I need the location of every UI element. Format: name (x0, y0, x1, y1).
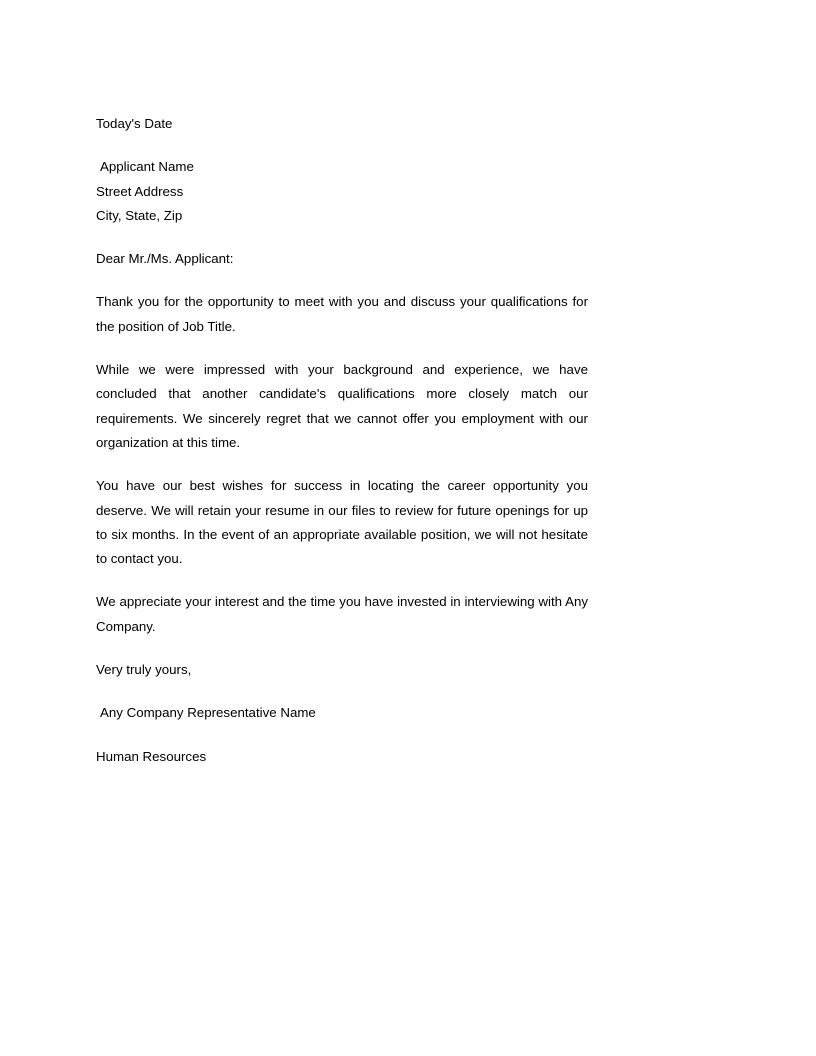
department: Human Resources (96, 748, 207, 764)
recipient-street: Street Address (96, 183, 184, 199)
recipient-address (96, 155, 588, 228)
closing: Very truly yours, (96, 662, 192, 678)
body-paragraph-1: Thank you for the opportunity to meet with you and discuss your qualifications for the position of Job Title. (96, 294, 588, 334)
signature-name: Any Company Representative Name (100, 705, 316, 721)
letter-body (96, 112, 588, 788)
recipient-city: City, State, Zip (96, 207, 183, 223)
body-paragraph-3: You have our best wishes for success in locating the career opportunity you deserve. We will retain your resume in our files to review for future openings for up to six months. In the event of an appropriate available position, we will not hesitate to contact you. (96, 478, 588, 567)
body-paragraph-4: We appreciate your interest and the time you have invested in interviewing with Any Company. (96, 594, 588, 634)
body-paragraph-2: While we were impressed with your background and experience, we have concluded that another candidate's qualifications more closely match our requirements. We sincerely regret that we cannot offer you employment with our organization at this time. (96, 362, 588, 450)
salutation: Dear Mr./Ms. Applicant: (96, 251, 234, 267)
letter-date: Today's Date (96, 116, 173, 131)
recipient-name: Applicant Name (100, 159, 194, 175)
